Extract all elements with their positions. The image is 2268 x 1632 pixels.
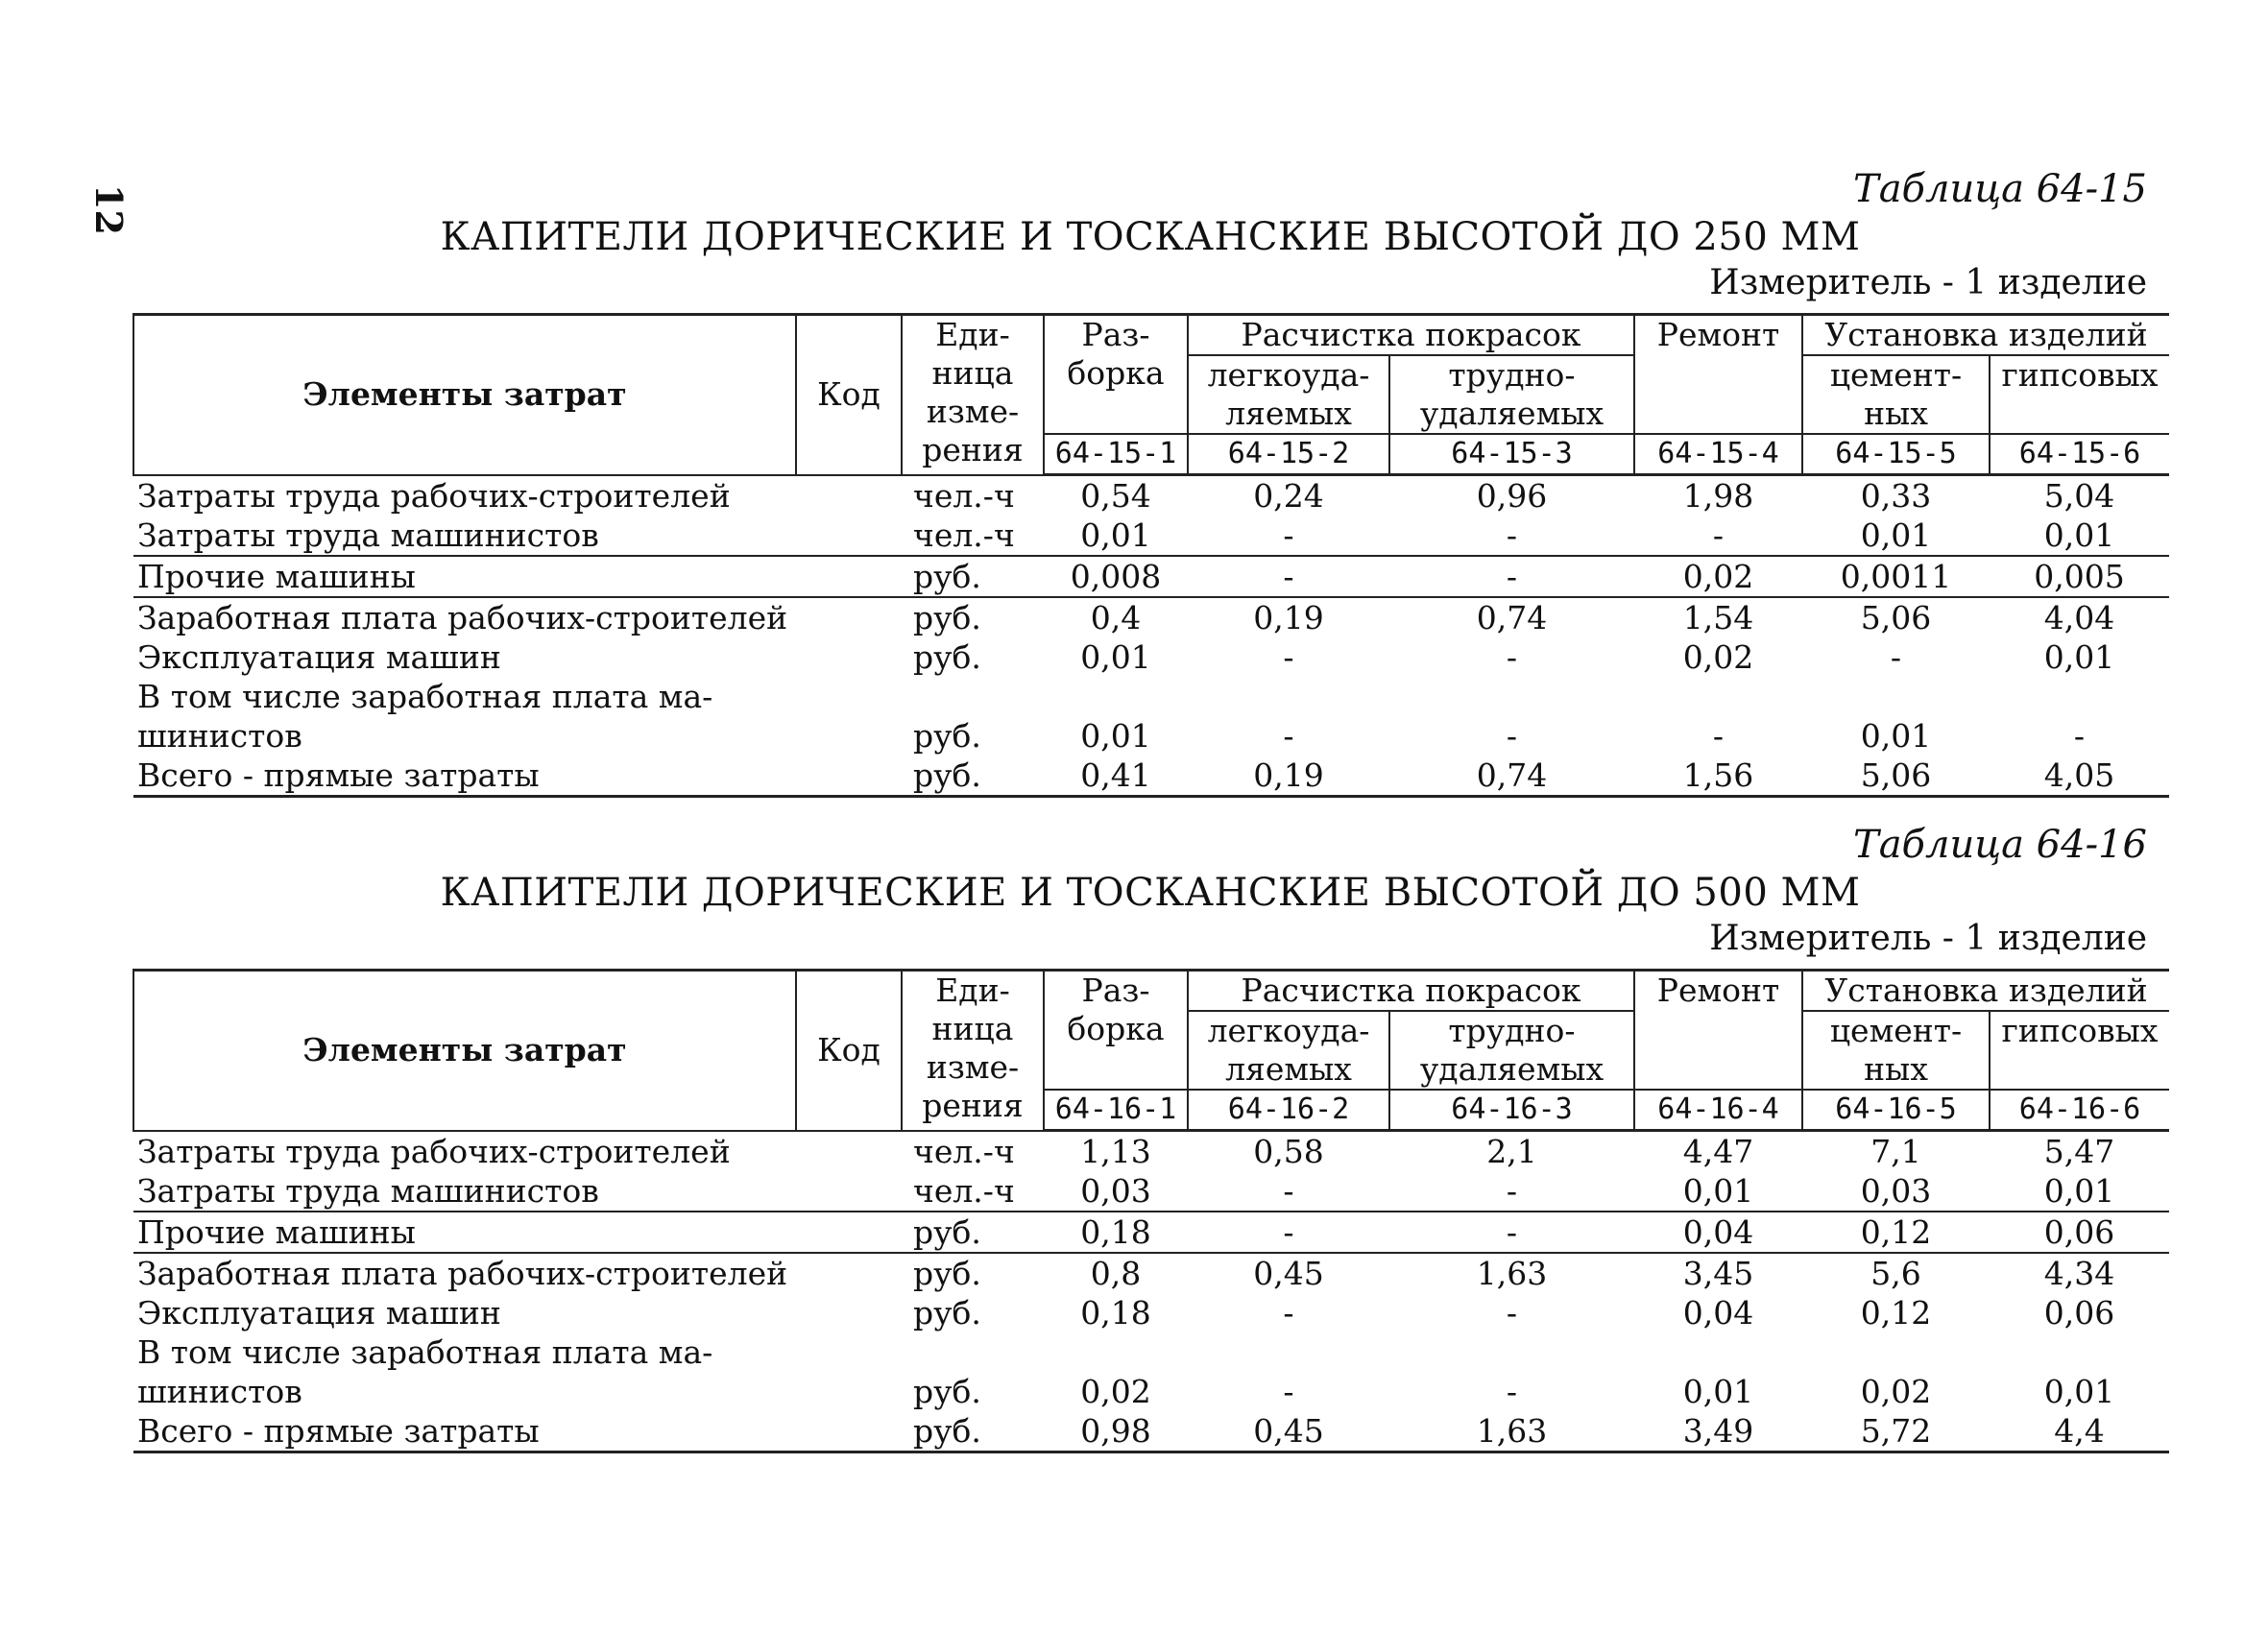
header-trudno: трудно- удаляемых: [1389, 355, 1634, 434]
norm-code: 64-16-3: [1389, 1090, 1634, 1131]
value-cell: 1,56: [1634, 756, 1802, 797]
value-cell: 0,01: [1682, 1373, 1754, 1410]
cost-element-name: В том числе заработная плата ма- шинистов: [137, 1333, 713, 1410]
header-remont: Ремонт: [1634, 971, 1802, 1091]
value-cell: 0,98: [1044, 1411, 1188, 1452]
table-row: [133, 1171, 2169, 1212]
value-cell: 0,58: [1253, 1133, 1324, 1170]
header-legko: легкоуда- ляемых: [1188, 1011, 1389, 1090]
unit-cell: руб.: [902, 556, 1044, 597]
header-ustanovka: Установка изделий: [1802, 315, 2169, 356]
cost-element-name: Эксплуатация машин: [137, 1294, 501, 1332]
header-trudno: трудно- удаляемых: [1389, 1011, 1634, 1090]
table-row: [133, 1293, 2169, 1332]
table-row: [133, 516, 2169, 556]
table-row: [133, 597, 2169, 637]
header-legko: легкоуда- ляемых: [1188, 355, 1389, 434]
value-cell: 3,49: [1634, 1411, 1802, 1452]
value-cell: -: [1283, 1373, 1294, 1410]
cost-element-name: Прочие машины: [133, 556, 796, 597]
cost-element-name: Заработная плата рабочих-строителей: [133, 597, 796, 637]
cost-element-name: Эксплуатация машин: [137, 638, 501, 676]
kod-cell: [796, 756, 902, 797]
unit-cell: руб.: [913, 638, 981, 676]
measure-unit: Измеритель - 1 изделие: [1709, 263, 2147, 302]
value-cell: 4,4: [1990, 1411, 2169, 1452]
value-cell: 0,18: [1044, 1212, 1188, 1253]
value-cell: 0,8: [1044, 1253, 1188, 1293]
norm-code: 64-15-5: [1802, 434, 1990, 475]
header-razborka: Раз- борка: [1044, 315, 1188, 435]
value-cell: 0,4: [1044, 597, 1188, 637]
value-cell: 7,1: [1870, 1133, 1921, 1170]
unit-cell: чел.-ч: [913, 476, 1015, 515]
unit-cell: чел.-ч: [913, 516, 1015, 554]
value-cell: 0,01: [1860, 516, 1932, 554]
value-cell: -: [2073, 717, 2086, 755]
kod-cell: [796, 597, 902, 637]
value-cell: 0,005: [1990, 556, 2169, 597]
norm-code: 64-16-1: [1044, 1090, 1188, 1131]
value-cell: 1,63: [1389, 1253, 1634, 1293]
value-cell: 1,98: [1682, 477, 1754, 515]
table-row: [133, 1212, 2169, 1253]
norm-code: 64-16-4: [1634, 1090, 1802, 1131]
measure-unit: Измеритель - 1 изделие: [1709, 919, 2147, 958]
cost-element-name: Затраты труда машинистов: [137, 1172, 599, 1210]
kod-cell: [796, 1332, 902, 1411]
cost-element-name: В том числе заработная плата ма- шинистов: [137, 678, 713, 755]
value-cell: 0,54: [1080, 477, 1151, 515]
value-cell: 5,47: [2043, 1133, 2115, 1170]
value-cell: 0,008: [1044, 556, 1188, 597]
value-cell: -: [1506, 1373, 1518, 1410]
table-title: КАПИТЕЛИ ДОРИЧЕСКИЕ И ТОСКАНСКИЕ ВЫСОТОЙ ДО 250 ММ: [440, 215, 1861, 259]
unit-cell: руб.: [902, 1253, 1044, 1293]
value-cell: 0,03: [1860, 1172, 1932, 1210]
value-cell: -: [1188, 1212, 1389, 1253]
value-cell: 0,03: [1080, 1172, 1151, 1210]
value-cell: -: [1890, 638, 1902, 676]
cost-element-name: Затраты труда рабочих-строителей: [137, 476, 731, 515]
header-unit: Еди- ница изме- рения: [902, 315, 1044, 475]
value-cell: 0,01: [2043, 1373, 2115, 1410]
unit-cell: чел.-ч: [913, 1132, 1015, 1170]
value-cell: 0,01: [2043, 516, 2115, 554]
header-gips: гипсовых: [1990, 1011, 2169, 1090]
kod-cell: [796, 1293, 902, 1332]
cost-element-name: Заработная плата рабочих-строителей: [133, 1253, 796, 1293]
table-body: [133, 1131, 2169, 1452]
table-row: [133, 475, 2169, 516]
norm-code: 64-16-5: [1802, 1090, 1990, 1131]
table-title: КАПИТЕЛИ ДОРИЧЕСКИЕ И ТОСКАНСКИЕ ВЫСОТОЙ ДО 500 ММ: [440, 871, 1861, 915]
value-cell: 4,34: [1990, 1253, 2169, 1293]
value-cell: 0,12: [1802, 1212, 1990, 1253]
kod-cell: [796, 475, 902, 516]
header-cement: цемент- ных: [1802, 355, 1990, 434]
table-row: [133, 756, 2169, 797]
value-cell: -: [1389, 1212, 1634, 1253]
kod-cell: [796, 556, 902, 597]
page-number: 12: [87, 184, 131, 235]
header-elements: Элементы затрат: [133, 315, 796, 475]
value-cell: 0,01: [2043, 638, 2115, 676]
norms-table: [133, 313, 2169, 798]
table-row: [133, 637, 2169, 677]
value-cell: 0,0011: [1802, 556, 1990, 597]
value-cell: 0,41: [1044, 756, 1188, 797]
value-cell: 0,06: [2043, 1294, 2115, 1332]
value-cell: 0,45: [1188, 1411, 1389, 1452]
unit-cell: руб.: [913, 1373, 981, 1410]
table-number-label: Таблица 64-16: [1853, 823, 2147, 867]
value-cell: 0,74: [1389, 756, 1634, 797]
table-header: [133, 971, 2169, 1131]
value-cell: 0,19: [1188, 597, 1389, 637]
value-cell: -: [1283, 717, 1294, 755]
header-razborka: Раз- борка: [1044, 971, 1188, 1091]
table-row: [133, 1253, 2169, 1293]
kod-cell: [796, 516, 902, 556]
value-cell: 5,6: [1802, 1253, 1990, 1293]
value-cell: -: [1506, 1294, 1518, 1332]
table-body: [133, 475, 2169, 797]
value-cell: 0,74: [1389, 597, 1634, 637]
kod-cell: [796, 1212, 902, 1253]
norm-code: 64-15-2: [1188, 434, 1389, 475]
norms-table: [133, 969, 2169, 1453]
kod-cell: [796, 1171, 902, 1212]
kod-cell: [796, 677, 902, 756]
unit-cell: руб.: [913, 1294, 981, 1332]
value-cell: 0,01: [1080, 516, 1151, 554]
cost-element-name: Затраты труда рабочих-строителей: [137, 1132, 731, 1170]
cost-element-name: Прочие машины: [133, 1212, 796, 1253]
value-cell: -: [1712, 516, 1725, 554]
value-cell: 1,63: [1389, 1411, 1634, 1452]
table-row: [133, 1131, 2169, 1172]
value-cell: -: [1283, 516, 1294, 554]
header-ustanovka: Установка изделий: [1802, 971, 2169, 1012]
value-cell: 0,01: [1080, 638, 1151, 676]
norm-table-block: [133, 165, 2168, 798]
value-cell: 0,02: [1860, 1373, 1932, 1410]
value-cell: 1,54: [1634, 597, 1802, 637]
value-cell: 4,05: [1990, 756, 2169, 797]
header-remont: Ремонт: [1634, 315, 1802, 435]
cost-element-name: Всего - прямые затраты: [133, 756, 796, 797]
unit-cell: руб.: [902, 756, 1044, 797]
norm-code: 64-16-6: [1990, 1090, 2169, 1131]
value-cell: 4,04: [1990, 597, 2169, 637]
norm-code: 64-15-4: [1634, 434, 1802, 475]
value-cell: 5,06: [1802, 597, 1990, 637]
value-cell: 0,06: [1990, 1212, 2169, 1253]
value-cell: 0,12: [1860, 1294, 1932, 1332]
table-number-label: Таблица 64-15: [1853, 167, 2147, 211]
unit-cell: руб.: [902, 1212, 1044, 1253]
value-cell: -: [1712, 717, 1725, 755]
value-cell: -: [1283, 1294, 1294, 1332]
value-cell: -: [1506, 516, 1518, 554]
value-cell: 0,02: [1634, 556, 1802, 597]
value-cell: 0,33: [1860, 477, 1932, 515]
value-cell: 5,06: [1802, 756, 1990, 797]
table-row: [133, 677, 2169, 756]
value-cell: 0,24: [1253, 477, 1324, 515]
table-row: [133, 1332, 2169, 1411]
kod-cell: [796, 637, 902, 677]
table-row: [133, 1411, 2169, 1452]
value-cell: -: [1506, 1172, 1518, 1210]
header-raschistka: Расчистка покрасок: [1188, 971, 1634, 1012]
value-cell: 0,18: [1080, 1294, 1151, 1332]
cost-element-name: Всего - прямые затраты: [133, 1411, 796, 1452]
header-kod: Код: [796, 315, 902, 475]
kod-cell: [796, 1411, 902, 1452]
norm-table-block: [133, 821, 2168, 1453]
header-raschistka: Расчистка покрасок: [1188, 315, 1634, 356]
value-cell: 0,01: [1860, 717, 1932, 755]
value-cell: 3,45: [1634, 1253, 1802, 1293]
value-cell: 0,96: [1476, 477, 1548, 515]
value-cell: 0,02: [1682, 638, 1754, 676]
value-cell: 4,47: [1682, 1133, 1754, 1170]
value-cell: 0,02: [1080, 1373, 1151, 1410]
unit-cell: руб.: [913, 717, 981, 755]
norm-code: 64-15-1: [1044, 434, 1188, 475]
value-cell: 0,19: [1188, 756, 1389, 797]
value-cell: 0,01: [1682, 1172, 1754, 1210]
unit-cell: чел.-ч: [913, 1172, 1015, 1210]
value-cell: 0,04: [1634, 1212, 1802, 1253]
value-cell: -: [1506, 717, 1518, 755]
value-cell: 5,72: [1802, 1411, 1990, 1452]
cost-element-name: Затраты труда машинистов: [137, 516, 599, 554]
value-cell: 0,01: [1080, 717, 1151, 755]
value-cell: -: [1389, 556, 1634, 597]
header-elements: Элементы затрат: [133, 971, 796, 1131]
value-cell: -: [1188, 556, 1389, 597]
kod-cell: [796, 1131, 902, 1172]
norm-code: 64-15-6: [1990, 434, 2169, 475]
value-cell: 2,1: [1486, 1133, 1537, 1170]
header-unit: Еди- ница изме- рения: [902, 971, 1044, 1131]
value-cell: 0,45: [1188, 1253, 1389, 1293]
norm-code: 64-15-3: [1389, 434, 1634, 475]
value-cell: 0,01: [2043, 1172, 2115, 1210]
value-cell: -: [1506, 638, 1518, 676]
table-row: [133, 556, 2169, 597]
header-kod: Код: [796, 971, 902, 1131]
value-cell: 0,04: [1682, 1294, 1754, 1332]
unit-cell: руб.: [902, 1411, 1044, 1452]
header-gips: гипсовых: [1990, 355, 2169, 434]
value-cell: -: [1283, 1172, 1294, 1210]
table-header: [133, 315, 2169, 475]
header-cement: цемент- ных: [1802, 1011, 1990, 1090]
kod-cell: [796, 1253, 902, 1293]
unit-cell: руб.: [902, 597, 1044, 637]
value-cell: -: [1283, 638, 1294, 676]
value-cell: 5,04: [2043, 477, 2115, 515]
norm-code: 64-16-2: [1188, 1090, 1389, 1131]
value-cell: 1,13: [1080, 1133, 1151, 1170]
